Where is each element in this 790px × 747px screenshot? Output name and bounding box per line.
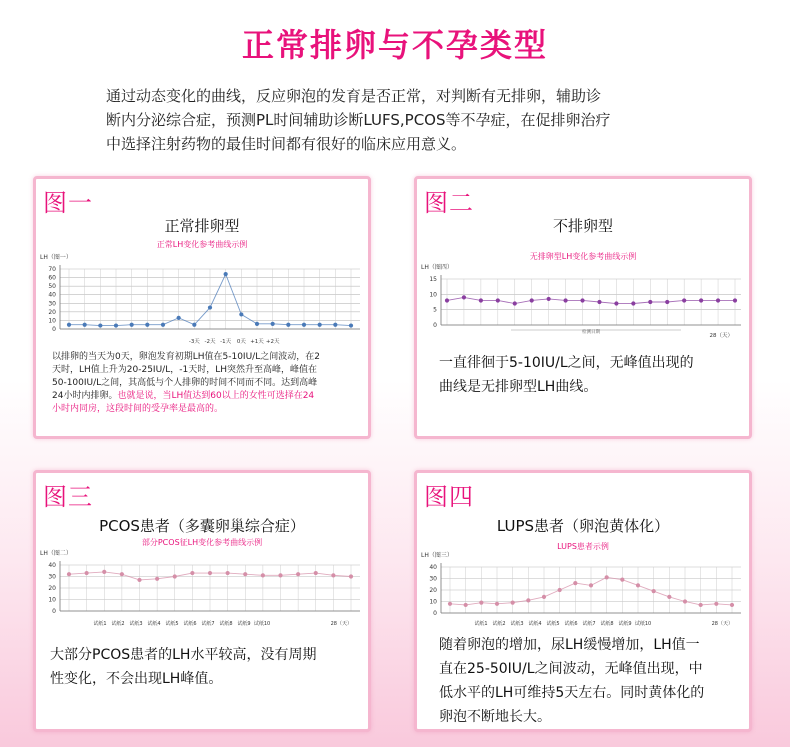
data-point [448, 602, 452, 606]
data-point [526, 598, 530, 602]
chart-figure-1 [36, 251, 368, 351]
chart-figure-2 [417, 263, 749, 347]
y-tick-label: 15 [429, 276, 437, 283]
data-point [730, 603, 734, 607]
y-tick-label: 20 [48, 308, 56, 316]
data-point [137, 578, 141, 582]
card-label: 图三 [43, 483, 93, 511]
data-point [130, 323, 134, 327]
y-tick-label: 20 [48, 585, 56, 592]
data-point [243, 572, 247, 576]
y-tick-label: 40 [48, 562, 56, 569]
data-point [333, 323, 337, 327]
chart-subtitle: LUPS患者示例 [557, 542, 609, 551]
x-tick-label: 试纸8 [600, 621, 614, 627]
data-point [682, 298, 686, 302]
intro-text [106, 84, 726, 156]
x-tick-label: 28（天） [711, 621, 733, 627]
x-tick-label: 试纸9 [618, 621, 632, 627]
y-tick-label: 5 [433, 306, 437, 314]
intro-line: 中选择注射药物的最佳时间都有很好的临床应用意义。 [106, 135, 467, 153]
x-tick-label: -1天 [220, 339, 232, 345]
x-tick-label: 试纸6 [564, 621, 578, 627]
chart-title: 正常排卵型 [164, 217, 240, 235]
x-tick-label: 试纸10 [253, 621, 271, 627]
data-point [114, 323, 118, 327]
chart-subtitle: 无排卵型LH变化参考曲线示例 [529, 252, 637, 261]
chart-subtitle: 部分PCOS征LH变化参考曲线示例 [141, 538, 263, 547]
data-point [239, 312, 243, 316]
data-point [145, 323, 149, 327]
data-point [208, 305, 212, 309]
chart-figure-4 [417, 551, 749, 633]
card-figure-4 [414, 470, 752, 732]
data-point [155, 577, 159, 581]
desc-line: 以排卵的当天为0天，卵泡发育初期LH值在5-10IU/L之间波动，在2 [52, 352, 320, 362]
y-tick-label: 0 [433, 610, 437, 617]
chart-title: PCOS患者（多囊卵巢综合症） [99, 517, 305, 535]
data-point [67, 323, 71, 327]
data-point [278, 573, 282, 577]
data-point [192, 323, 196, 327]
x-tick-label: 试纸7 [201, 621, 215, 627]
data-point [614, 301, 618, 305]
data-point [286, 323, 290, 327]
card-description [439, 633, 749, 729]
y-tick-label: 0 [433, 322, 437, 329]
card-label: 图四 [424, 483, 474, 511]
data-point [648, 300, 652, 304]
data-point [261, 573, 265, 577]
x-tick-label: 试纸5 [165, 621, 179, 627]
card-description [50, 643, 360, 691]
x-tick-label: 试纸1 [474, 621, 488, 627]
desc-line: 曲线是无排卵型LH曲线。 [439, 379, 598, 395]
y-tick-label: 40 [429, 564, 437, 571]
x-tick-label: +1天 [250, 339, 264, 345]
card-description [439, 351, 739, 399]
desc-line: 直在25-50IU/L之间波动，无峰值出现，中 [439, 661, 703, 677]
x-tick-label: +2天 [265, 339, 280, 345]
data-point [495, 602, 499, 606]
data-point [462, 295, 466, 299]
x-tick-label: 试纸3 [129, 621, 143, 627]
data-point [479, 298, 483, 302]
data-point [255, 322, 259, 326]
desc-line [52, 390, 362, 403]
data-point [496, 298, 500, 302]
y-axis-label: LH（图二） [40, 550, 72, 557]
card-label: 图一 [43, 189, 93, 217]
data-point [102, 570, 106, 574]
y-tick-label: 70 [48, 266, 56, 273]
data-point [83, 323, 87, 327]
data-point [733, 298, 737, 302]
y-tick-label: 10 [48, 317, 56, 325]
data-point [302, 323, 306, 327]
data-point [314, 571, 318, 575]
x-tick-label: 试纸10 [634, 621, 652, 627]
y-tick-label: 10 [429, 291, 437, 299]
data-point [226, 571, 230, 575]
desc-line: 50-100IU/L之间，其高低与个人排卵的时间不同而不同。达到高峰 [52, 378, 318, 388]
data-point [597, 300, 601, 304]
data-point [558, 588, 562, 592]
y-tick-label: 30 [48, 300, 56, 308]
x-tick-label: 试纸5 [546, 621, 560, 627]
desc-line: 随着卵泡的增加，尿LH缓慢增加，LH值一 [439, 637, 700, 653]
data-point [318, 323, 322, 327]
desc-line: 天时，LH值上升为20-25IU/L，-1天时，LH突然升至高峰，峰值在 [52, 365, 317, 375]
data-point [547, 297, 551, 301]
data-point [716, 298, 720, 302]
card-description [52, 351, 362, 416]
data-point [173, 574, 177, 578]
y-tick-label: 20 [429, 587, 437, 594]
data-point [511, 601, 515, 605]
chart-figure-3 [36, 549, 368, 633]
y-tick-label: 40 [48, 291, 56, 299]
data-point [98, 323, 102, 327]
desc-line: 大部分PCOS患者的LH水平较高，没有周期 [50, 647, 317, 663]
data-point [699, 603, 703, 607]
data-point [714, 602, 718, 606]
y-tick-label: 0 [52, 326, 56, 333]
data-point [665, 300, 669, 304]
data-point [296, 572, 300, 576]
data-point [683, 599, 687, 603]
series-line [447, 297, 735, 303]
data-point [445, 298, 449, 302]
data-point [589, 583, 593, 587]
data-point [573, 581, 577, 585]
data-point [667, 595, 671, 599]
desc-line: 性变化，不会出现LH峰值。 [50, 671, 223, 687]
y-tick-label: 50 [48, 283, 56, 291]
y-tick-label: 60 [48, 274, 56, 282]
card-figure-1 [33, 176, 371, 439]
chart-title: 不排卵型 [552, 217, 613, 235]
x-axis-note: 检测日期 [582, 330, 600, 335]
data-point [271, 322, 275, 326]
data-point [190, 571, 194, 575]
data-point [530, 298, 534, 302]
data-point [513, 301, 517, 305]
card-label: 图二 [424, 189, 474, 217]
x-tick-label: -2天 [204, 339, 216, 345]
x-tick-label: 试纸1 [93, 621, 107, 627]
y-axis-label: LH（图四） [421, 264, 453, 271]
x-tick-label: 试纸2 [492, 621, 506, 627]
y-tick-label: 0 [52, 608, 56, 615]
data-point [542, 595, 546, 599]
y-axis-label: LH（图一） [40, 254, 72, 261]
chart-title: LUPS患者（卵泡黄体化） [496, 517, 670, 535]
x-tick-label: 试纸8 [219, 621, 233, 627]
data-point [349, 574, 353, 578]
desc-line: 卵泡不断地长大。 [439, 709, 551, 725]
x-tick-label: 试纸4 [147, 621, 161, 627]
data-point [161, 323, 165, 327]
data-point [563, 298, 567, 302]
data-point [224, 272, 228, 276]
card-figure-3 [33, 470, 371, 732]
y-tick-label: 30 [48, 573, 56, 581]
y-tick-label: 10 [48, 596, 56, 604]
y-axis-label: LH（图三） [421, 552, 453, 559]
desc-text: 24小时内排卵。 [52, 391, 118, 401]
x-tick-label: 0天 [236, 339, 246, 345]
page-title: 正常排卵与不孕类型 [241, 26, 548, 64]
data-point [620, 578, 624, 582]
desc-line: 低水平的LH可维持5天左右。同时黄体化的 [439, 685, 705, 701]
data-point [479, 601, 483, 605]
data-point [464, 603, 468, 607]
data-point [699, 298, 703, 302]
x-tick-label: -3天 [188, 339, 200, 345]
data-point [85, 571, 89, 575]
data-point [580, 298, 584, 302]
x-tick-label: 试纸2 [111, 621, 125, 627]
data-point [120, 572, 124, 576]
data-point [631, 301, 635, 305]
card-figure-2 [414, 176, 752, 439]
x-tick-label: 28（天） [330, 621, 352, 627]
data-point [605, 575, 609, 579]
data-point [208, 571, 212, 575]
chart-subtitle: 正常LH变化参考曲线示例 [156, 240, 248, 249]
y-tick-label: 10 [429, 598, 437, 606]
x-tick-label: 28（天） [709, 333, 733, 339]
data-point [636, 583, 640, 587]
desc-line: 一直徘徊于5-10IU/L之间，无峰值出现的 [439, 355, 694, 371]
desc-highlight: 也就是说，当LH值达到60以上的女性可选择在24 [117, 391, 315, 401]
intro-line: 断内分泌综合症，预测PL时间辅助诊断LUFS,PCOS等不孕症，在促排卵治疗 [106, 111, 611, 129]
x-tick-label: 试纸3 [510, 621, 524, 627]
desc-highlight-line: 小时内同房，这段时间的受孕率是最高的。 [52, 404, 224, 414]
y-tick-label: 30 [429, 575, 437, 583]
data-point [177, 316, 181, 320]
data-point [331, 573, 335, 577]
x-tick-label: 试纸6 [183, 621, 197, 627]
data-point [652, 589, 656, 593]
x-tick-label: 试纸4 [528, 621, 542, 627]
data-point [67, 572, 71, 576]
x-tick-label: 试纸7 [582, 621, 596, 627]
data-point [349, 323, 353, 327]
intro-line: 通过动态变化的曲线，反应卵泡的发育是否正常，对判断有无排卵，辅助诊 [106, 87, 602, 105]
x-tick-label: 试纸9 [237, 621, 251, 627]
